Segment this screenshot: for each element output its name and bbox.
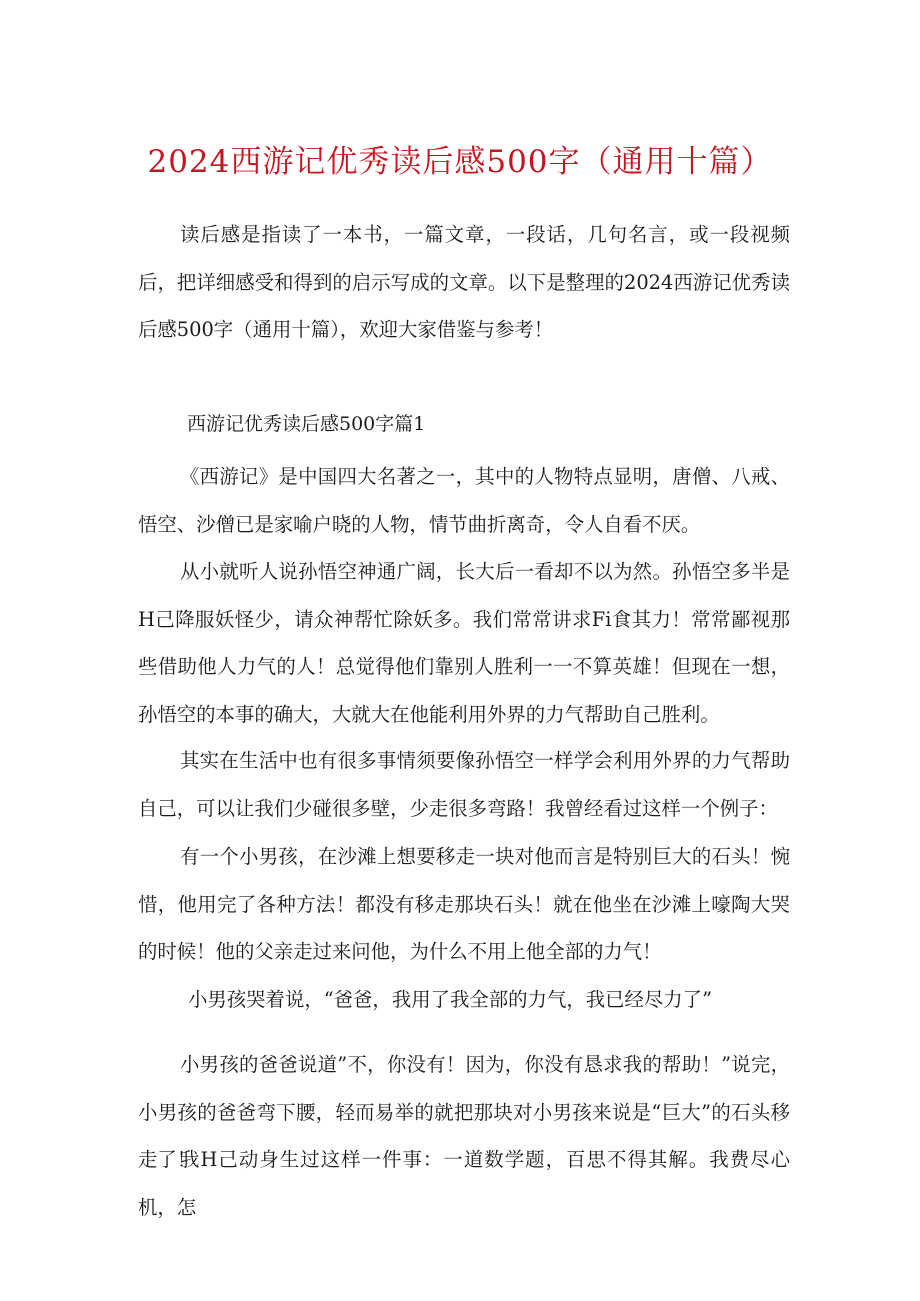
body-paragraph-5: 小男孩哭着说，“爸爸，我用了我全部的力气，我已经尽力了” — [188, 988, 712, 1011]
intro-paragraph: 读后感是指读了一本书，一篇文章，一段话，几句名言，或一段视频后，把详细感受和得到的启示写成的文章。以下是整理的2024西游记优秀读后感500字（通用十篇），欢迎大家借鉴与参考！ — [138, 223, 790, 341]
document-title: 2024西游记优秀读后感500字（通用十篇） — [147, 144, 773, 180]
body-paragraph-6: 小男孩的爸爸说道”不，你没有！因为，你没有恳求我的帮助！”说完，小男孩的爸爸弯下腰，轻而易举的就把那块对小男孩来说是“巨大”的石头移走了！ — [138, 1053, 790, 1171]
body-paragraph-2: 从小就听人说孙悟空神通广阔，长大后一看却不以为然。孙悟空多半是H己降服妖怪少，请众神帮忙除妖多。我们常常讲求Fi食其力！常常鄙视那些借助他人力气的人！总觉得他们靠别人胜利一一不算英雄！但现在一想，孙悟空的本事的确大，大就大在他能利用外界的力气帮助自己胜利。 — [138, 560, 790, 726]
body-paragraph-3: 其实在生活中也有很多事情须要像孙悟空一样学会利用外界的力气帮助自己，可以让我们少碰很多壁，少走很多弯路！我曾经看过这样一个例子： — [138, 749, 790, 820]
body-paragraph-7: 我H己动身生过这样一件事：一道数学题，百思不得其解。我费尽心机，怎 — [138, 1148, 790, 1219]
body-paragraph-1: 《西游记》是中国四大名著之一，其中的人物特点显明，唐僧、八戒、悟空、沙僧已是家喻户晓的人物，情节曲折离奇，令人自看不厌。 — [138, 465, 790, 536]
body-paragraph-4: 有一个小男孩，在沙滩上想要移走一块对他而言是特别巨大的石头！惋惜，他用完了各种方法！都没有移走那块石头！就在他坐在沙滩上嚎陶大哭的时候！他的父亲走过来问他，为什么不用上他全部的力气！ — [138, 845, 790, 963]
section-heading: 西游记优秀读后感500字篇1 — [187, 413, 426, 435]
